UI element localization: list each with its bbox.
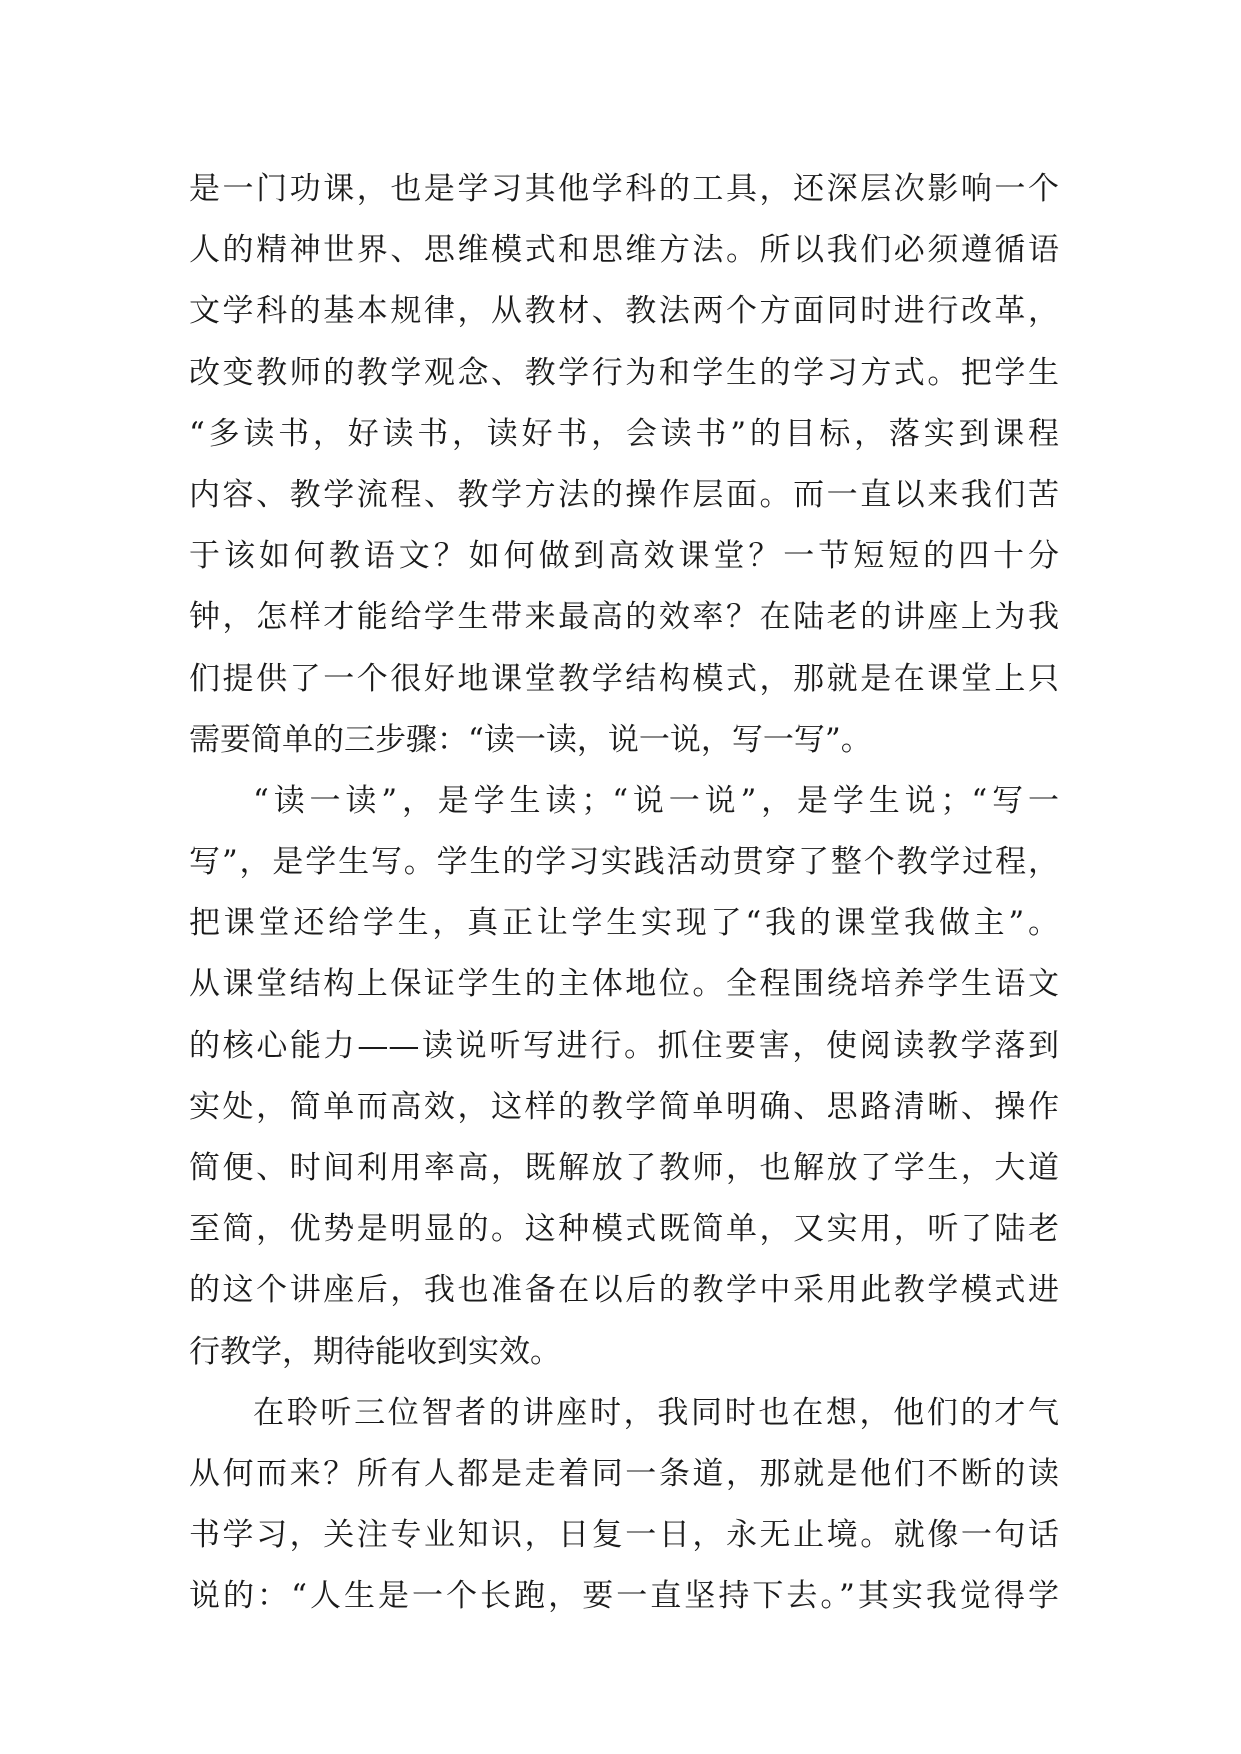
text-line: 们提供了一个很好地课堂教学结构模式，那就是在课堂上只 xyxy=(189,660,1059,697)
text-line: 改变教师的教学观念、教学行为和学生的学习方式。把学生 xyxy=(189,354,1059,391)
text-line: 的这个讲座后，我也准备在以后的教学中采用此教学模式进 xyxy=(189,1272,1059,1309)
text-line: 从何而来？所有人都是走着同一条道，那就是他们不断的读 xyxy=(189,1455,1059,1492)
text-line: 文学科的基本规律，从教材、教法两个方面同时进行改革， xyxy=(189,293,1059,330)
text-line: 至简，优势是明显的。这种模式既简单，又实用，听了陆老 xyxy=(189,1211,1059,1248)
text-line: “读一读”，是学生读；“说一说”，是学生说；“写一 xyxy=(253,782,1059,819)
text-line: 钟，怎样才能给学生带来最高的效率？在陆老的讲座上为我 xyxy=(189,599,1059,636)
text-line: 把课堂还给学生，真正让学生实现了“我的课堂我做主”。 xyxy=(189,905,1059,942)
text-line: 需要简单的三步骤：“读一读，说一说，写一写”。 xyxy=(189,721,872,758)
text-line: 的核心能力——读说听写进行。抓住要害，使阅读教学落到 xyxy=(189,1027,1059,1064)
text-line: 内容、教学流程、教学方法的操作层面。而一直以来我们苦 xyxy=(189,476,1059,513)
text-line: 简便、时间利用率高，既解放了教师，也解放了学生，大道 xyxy=(189,1150,1059,1186)
text-line: 人的精神世界、思维模式和思维方法。所以我们必须遵循语 xyxy=(189,232,1059,269)
text-line: 于该如何教语文？如何做到高效课堂？一节短短的四十分 xyxy=(189,538,1059,575)
text-line: 书学习，关注专业知识，日复一日，永无止境。就像一句话 xyxy=(189,1517,1059,1554)
text-line: 行教学，期待能收到实效。 xyxy=(189,1333,561,1370)
text-line: “多读书，好读书，读好书，会读书”的目标，落实到课程 xyxy=(189,415,1059,452)
text-line: 在聆听三位智者的讲座时，我同时也在想，他们的才气 xyxy=(253,1394,1059,1431)
text-line: 写”，是学生写。学生的学习实践活动贯穿了整个教学过程， xyxy=(189,844,1059,881)
text-line: 从课堂结构上保证学生的主体地位。全程围绕培养学生语文 xyxy=(189,966,1059,1003)
text-line: 实处，简单而高效，这样的教学简单明确、思路清晰、操作 xyxy=(189,1088,1059,1125)
text-line: 说的：“人生是一个长跑，要一直坚持下去。”其实我觉得学 xyxy=(189,1578,1059,1615)
body-text xyxy=(189,159,1059,1628)
text-line: 是一门功课，也是学习其他学科的工具，还深层次影响一个 xyxy=(189,171,1059,207)
